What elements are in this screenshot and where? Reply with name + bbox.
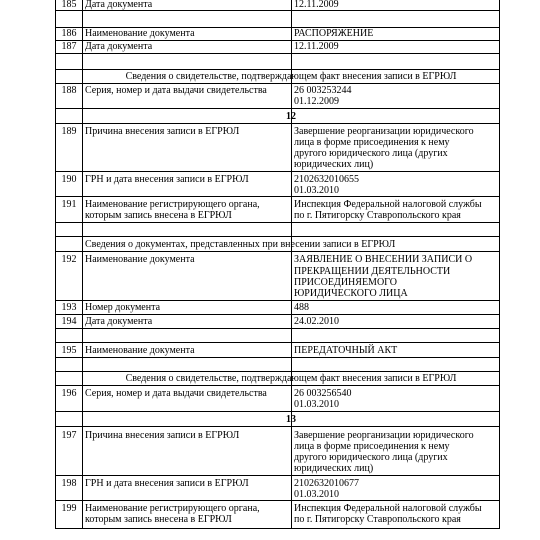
row-label: Дата документа	[85, 316, 153, 327]
row-value-line: ПРИСОЕДИНЯЕМОГО	[294, 277, 397, 288]
row-value-line: лица в форме присоединения к нему	[294, 441, 450, 452]
row-line	[55, 475, 500, 476]
row-line	[55, 371, 500, 372]
row-value: ПЕРЕДАТОЧНЫЙ АКТ	[294, 345, 398, 356]
row-line	[55, 196, 500, 197]
row-line	[55, 500, 500, 501]
table-border-bottom	[55, 528, 500, 529]
row-line	[55, 236, 500, 237]
row-value-line: по г. Пятигорску Ставропольского края	[294, 514, 461, 525]
row-value: РАСПОРЯЖЕНИЕ	[294, 28, 374, 39]
row-number: 195	[61, 345, 77, 356]
row-label: Дата документа	[85, 0, 153, 10]
row-value-line: 01.03.2010	[294, 399, 339, 410]
row-number: 186	[61, 28, 77, 39]
row-value-line: 26 003253244	[294, 85, 352, 96]
row-line	[55, 385, 500, 386]
row-number: 193	[61, 302, 77, 313]
section-header-documents: Сведения о документах, представленных при внесении записи в ЕГРЮЛ	[85, 239, 396, 250]
row-value: 12.11.2009	[294, 0, 339, 10]
row-value-line: другого юридического лица (других	[294, 148, 448, 159]
row-value: 488	[294, 302, 309, 313]
row-value-line: юридических лиц)	[294, 463, 374, 474]
row-line	[55, 171, 500, 172]
row-label-line: которым запись внесена в ЕГРЮЛ	[85, 210, 232, 221]
section-header-certificate: Сведения о свидетельстве, подтверждающем факт внесения записи в ЕГРЮЛ	[125, 373, 457, 384]
row-value: 12.11.2009	[294, 41, 339, 52]
row-label: Наименование документа	[85, 345, 195, 356]
row-value-line: Инспекция Федеральной налоговой службы	[294, 199, 482, 210]
row-line	[55, 222, 500, 223]
row-value-line: ЗАЯВЛЕНИЕ О ВНЕСЕНИИ ЗАПИСИ О	[294, 254, 473, 265]
row-label: Наименование документа	[85, 28, 195, 39]
row-line	[55, 426, 500, 427]
table-border-right	[499, 0, 500, 529]
row-value-line: 01.03.2010	[294, 185, 339, 196]
row-value-line: другого юридического лица (других	[294, 452, 448, 463]
row-line	[55, 53, 500, 54]
row-label: Серия, номер и дата выдачи свидетельства	[85, 85, 267, 96]
row-line	[55, 314, 500, 315]
row-line	[55, 342, 500, 343]
row-number: 194	[61, 316, 77, 327]
row-number: 197	[61, 430, 77, 441]
row-number: 199	[61, 503, 77, 514]
row-label: Причина внесения записи в ЕГРЮЛ	[85, 430, 240, 441]
row-label: Причина внесения записи в ЕГРЮЛ	[85, 126, 240, 137]
row-line	[55, 69, 500, 70]
row-number: 191	[61, 199, 77, 210]
row-number: 185	[61, 0, 77, 10]
row-value-line: лица в форме присоединения к нему	[294, 137, 450, 148]
row-number: 190	[61, 174, 77, 185]
row-label-line: Наименование регистрирующего органа,	[85, 503, 260, 514]
row-number: 188	[61, 85, 77, 96]
row-value-line: юридических лиц)	[294, 159, 374, 170]
row-line	[55, 108, 500, 109]
row-number: 189	[61, 126, 77, 137]
row-value-line: 2102632010677	[294, 478, 359, 489]
row-line	[55, 10, 500, 11]
row-number: 187	[61, 41, 77, 52]
row-value-line: Завершение реорганизации юридического	[294, 430, 474, 441]
row-label: ГРН и дата внесения записи в ЕГРЮЛ	[85, 478, 249, 489]
row-number: 198	[61, 478, 77, 489]
row-value-line: 01.12.2009	[294, 96, 339, 107]
row-number: 196	[61, 388, 77, 399]
row-value-line: по г. Пятигорску Ставропольского края	[294, 210, 461, 221]
row-label: Наименование документа	[85, 254, 195, 265]
row-value-line: 26 003256540	[294, 388, 352, 399]
row-line	[55, 328, 500, 329]
section-header-certificate: Сведения о свидетельстве, подтверждающем факт внесения записи в ЕГРЮЛ	[125, 71, 457, 82]
row-value-line: ПРЕКРАЩЕНИИ ДЕЯТЕЛЬНОСТИ	[294, 266, 451, 277]
row-number: 192	[61, 254, 77, 265]
row-line	[55, 251, 500, 252]
row-value-line: ЮРИДИЧЕСКОГО ЛИЦА	[294, 288, 408, 299]
row-label: Дата документа	[85, 41, 153, 52]
row-line	[55, 300, 500, 301]
row-label: Номер документа	[85, 302, 161, 313]
record-number-header: 12	[286, 111, 296, 122]
row-label: Серия, номер и дата выдачи свидетельства	[85, 388, 267, 399]
record-number-header: 13	[286, 414, 296, 425]
row-value: 24.02.2010	[294, 316, 339, 327]
row-value-line: 01.03.2010	[294, 489, 339, 500]
row-line	[55, 123, 500, 124]
row-value-line: Завершение реорганизации юридического	[294, 126, 474, 137]
row-line	[55, 411, 500, 412]
row-label-line: которым запись внесена в ЕГРЮЛ	[85, 514, 232, 525]
row-line	[55, 357, 500, 358]
row-label-line: Наименование регистрирующего органа,	[85, 199, 260, 210]
row-line	[55, 83, 500, 84]
row-label: ГРН и дата внесения записи в ЕГРЮЛ	[85, 174, 249, 185]
row-value-line: Инспекция Федеральной налоговой службы	[294, 503, 482, 514]
row-value-line: 2102632010655	[294, 174, 359, 185]
